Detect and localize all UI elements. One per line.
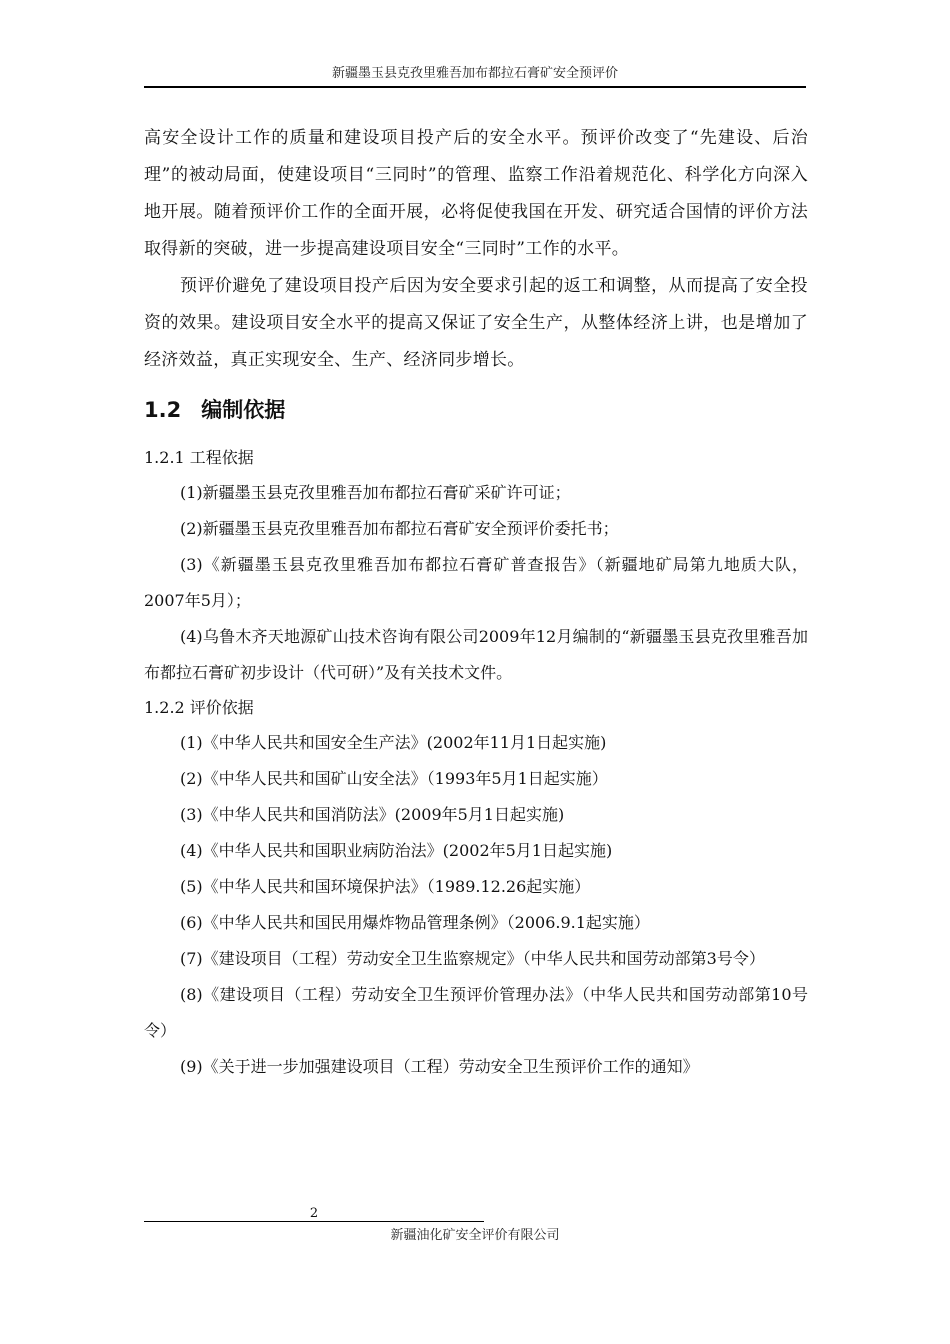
page-footer: 新疆油化矿安全评价有限公司 (390, 1228, 560, 1243)
subsection-heading: 1.2.2 评价依据 (144, 698, 254, 717)
page-header: 新疆墨玉县克孜里雅吾加布都拉石膏矿安全预评价 (331, 66, 618, 81)
list-item: (7)《建设项目（工程）劳动安全卫生监察规定》（中华人民共和国劳动部第3号令） (180, 949, 765, 968)
header-rule (144, 86, 806, 88)
section-title: 编制依据 (201, 398, 286, 422)
list-item: (9)《关于进一步加强建设项目（工程）劳动安全卫生预评价工作的通知》 (180, 1057, 699, 1076)
list-item: (2)新疆墨玉县克孜里雅吾加布都拉石膏矿安全预评价委托书； (180, 519, 619, 538)
list-item: (8)《建设项目（工程）劳动安全卫生预评价管理办法》（中华人民共和国劳动部第10号令） (144, 985, 808, 1040)
list-item: (1)《中华人民共和国安全生产法》(2002年11月1日起实施) (180, 733, 607, 752)
footer-rule (144, 1221, 484, 1222)
section-heading (144, 393, 808, 427)
body-paragraph: 预评价避免了建设项目投产后因为安全要求引起的返工和调整，从而提高了安全投资的效果。建设项目安全水平的提高又保证了安全生产，从整体经济上讲，也是增加了经济效益，真正实现安全、生产、经济同步增长。 (144, 276, 808, 370)
list-item: (4)乌鲁木齐天地源矿山技术咨询有限公司2009年12月编制的“新疆墨玉县克孜里雅吾加布都拉石膏矿初步设计（代可研）”及有关技术文件。 (144, 627, 808, 682)
page-number: 2 (309, 1206, 319, 1221)
list-item: (4)《中华人民共和国职业病防治法》(2002年5月1日起实施) (180, 841, 613, 860)
section-number: 1.2 (144, 398, 182, 422)
list-item: (1)新疆墨玉县克孜里雅吾加布都拉石膏矿采矿许可证； (180, 483, 571, 502)
body-paragraph: 高安全设计工作的质量和建设项目投产后的安全水平。预评价改变了“先建设、后治理”的被动局面，使建设项目“三同时”的管理、监察工作沿着规范化、科学化方向深入地开展。随着预评价工作的全面开展，必将促使我国在开发、研究适合国情的评价方法取得新的突破，进一步提高建设项目安全“三同时”工作的水平。 (144, 128, 808, 259)
list-item: (2)《中华人民共和国矿山安全法》（1993年5月1日起实施） (180, 769, 608, 788)
document-body (144, 120, 808, 1085)
list-item: (3)《新疆墨玉县克孜里雅吾加布都拉石膏矿普查报告》（新疆地矿局第九地质大队，2007年5月）； (144, 555, 808, 610)
subsection-heading: 1.2.1 工程依据 (144, 448, 254, 467)
list-item: (6)《中华人民共和国民用爆炸物品管理条例》（2006.9.1起实施） (180, 913, 650, 932)
list-item: (5)《中华人民共和国环境保护法》（1989.12.26起实施） (180, 877, 591, 896)
list-item: (3)《中华人民共和国消防法》(2009年5月1日起实施) (180, 805, 565, 824)
